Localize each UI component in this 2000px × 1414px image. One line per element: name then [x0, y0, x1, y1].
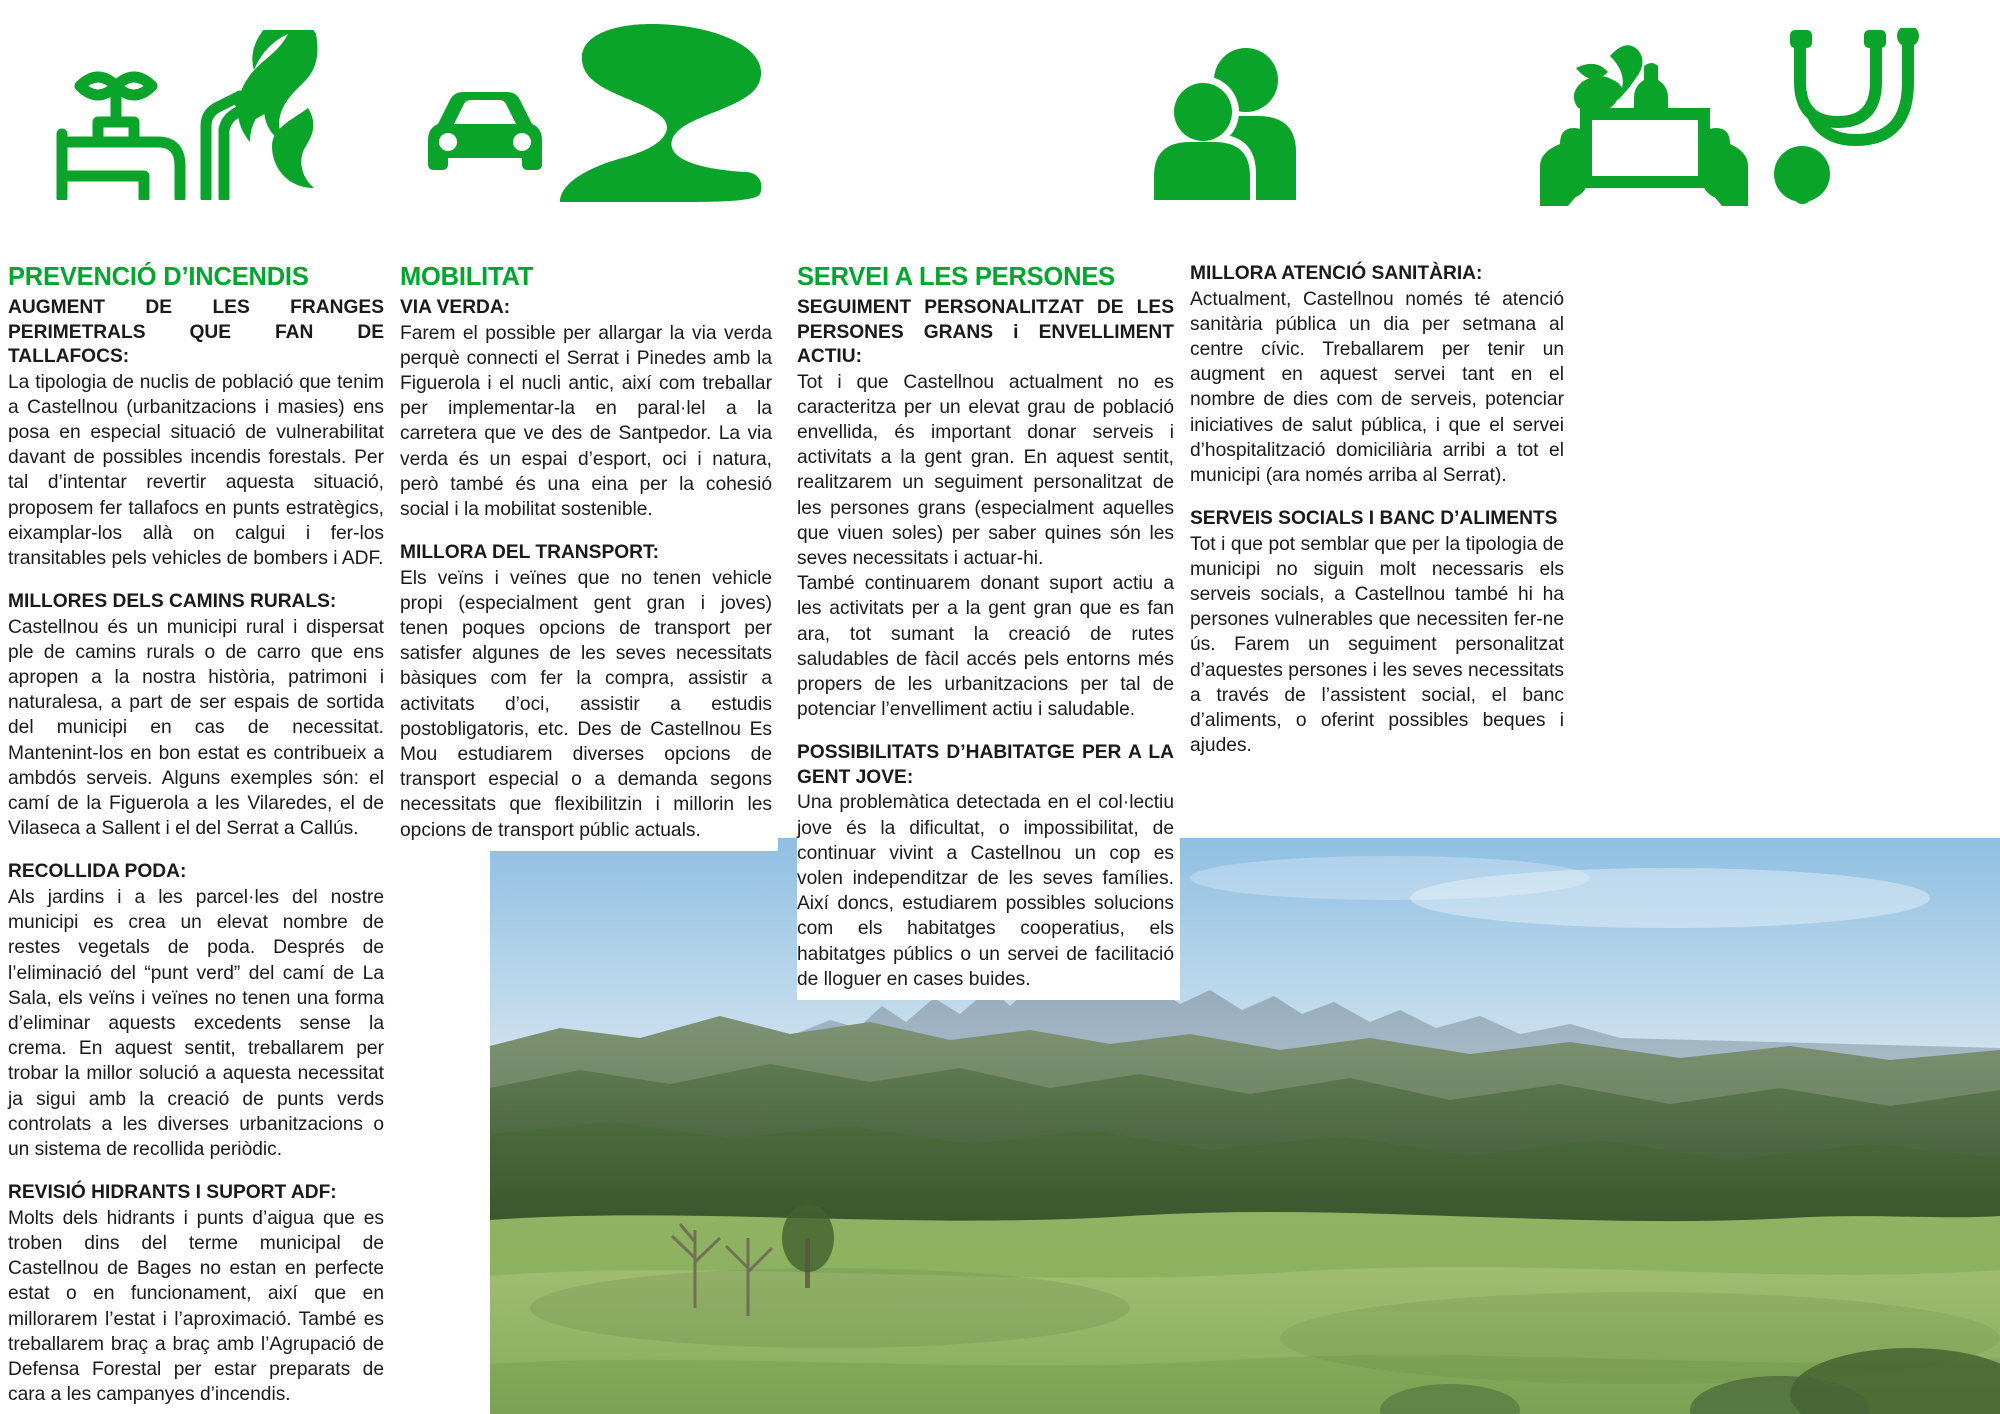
hands-food-basket-icon: [1534, 26, 1749, 206]
block-text: Als jardins i a les parcel·les del nostre municipi es crea un elevat nombre de restes vegetals de poda. Després de l’eliminació del “punt verd” del camí de La Sala, els veïns i veïnes no tenen una forma d’eliminar aquests excedents sense la crema. En aquest sentit, treballarem per trobar la millor solució a aquesta necessitat ja sigui amb la creació de punts verds controlats a les diverses urbanitzacions o un sistema de recollida periòdic.: [8, 886, 384, 1160]
block-text: Els veïns i veïnes que no tenen vehicle propi (especialment gent gran i joves) tenen poques opcions de transport per satisfer algunes de les seves necessitats bàsiques com fer la compra, assistir a activitats d’oci, assistir a estudis postobligatoris, etc. Des de Castellnou Es Mou estudiarem diverses opcions de transport especial o a demanda segons necessitats que flexibilitzin i millorin les opcions de transport públic actuals.: [400, 567, 772, 841]
block-heading: POSSIBILITATS D’HABITATGE PER A LA GENT JOVE:: [797, 742, 1174, 788]
column-mobilitat: [400, 262, 778, 851]
block-heading: AUGMENT DE LES FRANGES PERIMETRALS QUE FAN DE TALLAFOCS:: [8, 297, 384, 367]
block-text: Molts dels hidrants i punts d’aigua que es troben dins del terme municipal de Castellnou de Bages no estan en perfecte estat o en funcionament, així que en millorarem l’estat i l’aproximació. També es treballarem braç a braç amb l’Agrupació de Defensa Forestal per estar preparats de cara a les campanyes d’incendis.: [8, 1207, 384, 1406]
block-heading: REVISIÓ HIDRANTS I SUPORT ADF:: [8, 1182, 337, 1204]
block-heading: RECOLLIDA PODA:: [8, 861, 187, 883]
water-tap-hose-flame-icon: [40, 30, 360, 200]
block-text: Tot i que Castellnou actualment no es caracteritza per un elevat grau de població envellida, és important donar serveis i activitats a la gent gran. En aquest sentit, realitzarem un seguiment personalitzat de les persones grans (especialment aquelles que viuen soles) per saber quines són les seves necessitats i actuar-hi.: [797, 371, 1174, 569]
car-icon: [420, 88, 550, 174]
block-text: Una problemàtica detectada en el col·lectiu jove és la dificultat, o impossibilitat, de continuar vivint a Castellnou un cop es volen independitzar de les seves famílies. Així doncs, estudiarem possibles solucions com els habitatges cooperatius, els habitatges públics o un servei de facilitació de lloguer en cases buides.: [797, 792, 1174, 990]
block-heading: SEGUIMENT PERSONALITZAT DE LES PERSONES GRANS i ENVELLIMENT ACTIU:: [797, 297, 1174, 367]
block-heading: MILLORA DEL TRANSPORT:: [400, 542, 660, 564]
block-heading: MILLORES DELS CAMINS RURALS:: [8, 591, 337, 613]
section-title-servei-persones: SERVEI A LES PERSONES: [797, 263, 1115, 291]
column-prevencio-incendis: [8, 262, 390, 1414]
block-text: Tot i que pot semblar que per la tipologia de municipi no siguin molt necessaris els serveis socials, a Castellnou també hi ha persones vulnerables que necessiten fer-ne ús. Farem un seguiment personalitzat d’aquestes persones i les seves necessitats a través de l’assistent social, el banc d’aliments, o oferint possibles beques i ajudes.: [1190, 533, 1564, 757]
icon-strip: [0, 0, 2000, 262]
two-people-icon: [1148, 40, 1298, 200]
section-title-prevencio: PREVENCIÓ D’INCENDIS: [8, 263, 309, 291]
block-text: Castellnou és un municipi rural i dispersat ple de camins rurals o de carro que ens apropen a la nostra història, patrimoni i naturalesa, a part de ser espais de sortida del municipi en cas de necessitat. Mantenint-los en bon estat es contribueix a ambdós serveis. Alguns exemples són: el camí de la Figuerola a les Vilaredes, el de Vilaseca a Sallent i el del Serrat a Callús.: [8, 616, 384, 840]
column-servei-a-les-persones: [797, 262, 1180, 1000]
block-text: Farem el possible per allargar la via verda perquè connecti el Serrat i Pinedes amb la Figuerola i el nucli antic, així com treballar per implementar-la en paral·lel a la carretera que ve des de Santpedor. La via verda és un espai d’esport, oci i natura, però també és una eina per la cohesió social i la mobilitat sostenible.: [400, 322, 772, 520]
section-title-mobilitat: MOBILITAT: [400, 263, 534, 291]
block-text: Actualment, Castellnou només té atenció sanitària pública un dia per setmana al centre cívic. Treballarem per tenir un augment en aquest servei tant en el nombre de dies com de serveis, potenciar iniciatives de salut pública, i que el servei d’hospitalització domiciliària arribi a tot el municipi (ara només arriba al Serrat).: [1190, 288, 1564, 486]
rural-landscape-photo: [490, 838, 2000, 1414]
block-heading: MILLORA ATENCIÓ SANITÀRIA:: [1190, 263, 1483, 284]
block-heading: VIA VERDA:: [400, 297, 511, 318]
block-text: La tipologia de nuclis de població que tenim a Castellnou (urbanitzacions i masies) ens posa en especial situació de vulnerabilitat davant de possibles incendis forestals. Per tal d’intentar revertir aquesta situació, proposem fer tallafocs en punts estratègics, eixamplar-los allà on calgui i fer-los transitables pels vehicles de bombers i ADF.: [8, 371, 384, 569]
block-heading: SERVEIS SOCIALS I BANC D’ALIMENTS: [1190, 508, 1558, 530]
stethoscope-icon: [1772, 28, 1952, 204]
column-salut-i-serveis-socials: [1190, 262, 1570, 766]
block-text-continued: També continuarem donant suport actiu a les activitats per a la gent gran que es fan ara, tot sumant la creació de rutes saludables de fàcil accés pels entorns més propers de les urbanitzacions per tal de potenciar l’envelliment actiu i saludable.: [797, 573, 1174, 721]
green-way-road-icon: [560, 18, 770, 202]
